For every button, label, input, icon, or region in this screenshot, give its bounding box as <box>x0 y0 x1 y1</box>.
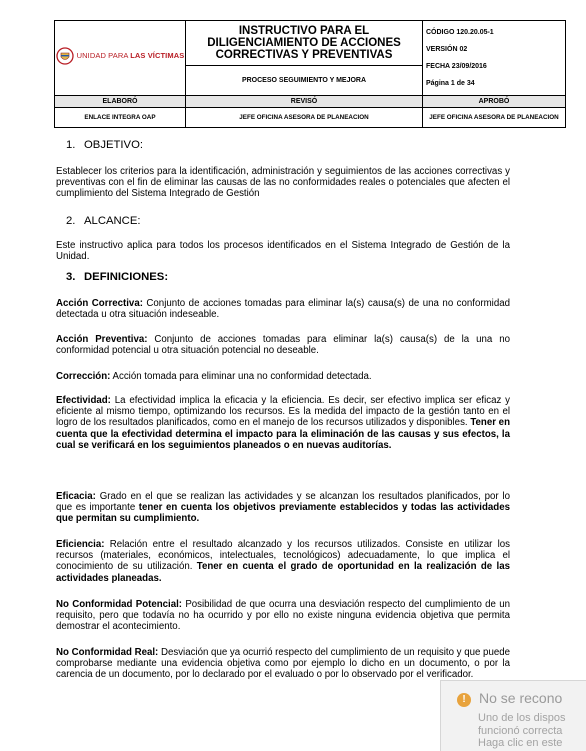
elaboro-value: ENLACE INTEGRA OAP <box>55 108 186 128</box>
elaboro-label: ELABORÓ <box>55 96 186 108</box>
toast-line-3: Haga clic en este <box>478 737 563 749</box>
unidad-victimas-logo <box>56 47 185 65</box>
def-efectividad: Efectividad: La efectividad implica la eficacia y la eficiencia. Es decir, ser efectivo implica ser eficaz y eficiente al mismo tiempo, optimizando los recursos. Es la medida del impacto de la gestión tanto en el logro de los resultados planificados, como en el manejo de los recursos utilizados y disponibles. Tener en cuenta que la efectividad determina el impacto para la eliminación de las causas y sus efectos, la cual se verificará en los seguimientos planeados o en nuevas auditorías. <box>56 395 510 451</box>
alcance-text: Este instructivo aplica para todos los procesos identificados en el Sistema Integrado de Gestión de la Unidad. <box>56 240 510 263</box>
aprobo-value: JEFE OFICINA ASESORA DE PLANEACION <box>423 108 566 128</box>
aprobo-label: APROBÓ <box>423 96 566 108</box>
toast-line-1: Uno de los dispos <box>478 712 566 724</box>
reviso-value: JEFE OFICINA ASESORA DE PLANEACION <box>186 108 423 128</box>
page-number: Página 1 de 34 <box>426 80 475 87</box>
section-alcance-heading: 2. ALCANCE: <box>66 215 141 227</box>
document-header-table <box>54 20 566 128</box>
def-nc-real: No Conformidad Real: Desviación que ya ocurrió respecto del cumplimiento de un requisito y que puede comprobarse mediante una evidencia objetiva como por ejemplo lo dicho en un documento, o por la carencia de un documento, por lo declarado por el evaluado o por lo observado por el verificador. <box>56 647 510 681</box>
section-definiciones-heading: 3. DEFINICIONES: <box>66 271 169 283</box>
def-eficiencia: Eficiencia: Relación entre el resultado alcanzado y los recursos utilizados. Consiste en utilizar los recursos (materiales, económicos, intelectuales, tecnológicos) adecuadamente, lo que implica el conocimiento de su utilización. Tener en cuenta el grado de oportunidad en la realización de las actividades planeadas. <box>56 539 510 584</box>
objetivo-text: Establecer los criterios para la identificación, administración y seguimientos de las acciones correctivas y preventivas con el fin de eliminar las causas de las no conformidades reales o potenciales que afecten el cumplimiento del Sistema Integrado de Gestión <box>56 166 510 200</box>
warning-icon: ! <box>457 693 471 707</box>
toast-line-2: funcionó correcta <box>478 724 563 737</box>
def-nc-potencial: No Conformidad Potencial: Posibilidad de que ocurra una desviación respecto del cumplimiento de un requisito, pero que todavía no ha ocurrido y por ello no existe ninguna evidencia objetiva que permita demostrar el acontecimiento. <box>56 599 510 633</box>
document-title: INSTRUCTIVO PARA EL DILIGENCIAMIENTO DE ACCIONES CORRECTIVAS Y PREVENTIVAS <box>186 21 423 66</box>
def-correccion: Corrección: Acción tomada para eliminar una no conformidad detectada. <box>56 371 372 382</box>
reviso-label: REVISÓ <box>186 96 423 108</box>
logo-cell <box>55 21 186 96</box>
coat-of-arms-icon <box>56 47 74 65</box>
toast-body <box>478 712 565 750</box>
document-version: VERSIÓN 02 <box>426 46 468 53</box>
logo-text: UNIDAD PARA LAS VÍCTIMAS <box>76 51 185 60</box>
process-name: PROCESO SEGUIMIENTO Y MEJORA <box>186 66 423 96</box>
def-accion-preventiva: Acción Preventiva: Conjunto de acciones tomadas para eliminar la(s) causa(s) de la una no conformidad potencial u otra situación potencial no deseable. <box>56 334 510 357</box>
toast-title: No se recono <box>479 690 563 706</box>
def-eficacia: Eficacia: Grado en el que se realizan las actividades y se alcanzan los resultados planificados, por lo que es importante tener en cuenta los objetivos previamente establecidos y todas las actividades que permitan su cumplimiento. <box>56 491 510 525</box>
document-code: CÓDIGO 120.20.05-1 <box>426 29 494 36</box>
section-objetivo-heading: 1. OBJETIVO: <box>66 139 144 151</box>
document-date: FECHA 23/09/2016 <box>426 63 487 70</box>
device-notification-toast[interactable] <box>440 680 586 751</box>
def-accion-correctiva: Acción Correctiva: Conjunto de acciones tomadas para eliminar la(s) causa(s) de una no conformidad detectada u otra situación indeseable. <box>56 298 510 321</box>
document-control-info <box>423 21 566 96</box>
